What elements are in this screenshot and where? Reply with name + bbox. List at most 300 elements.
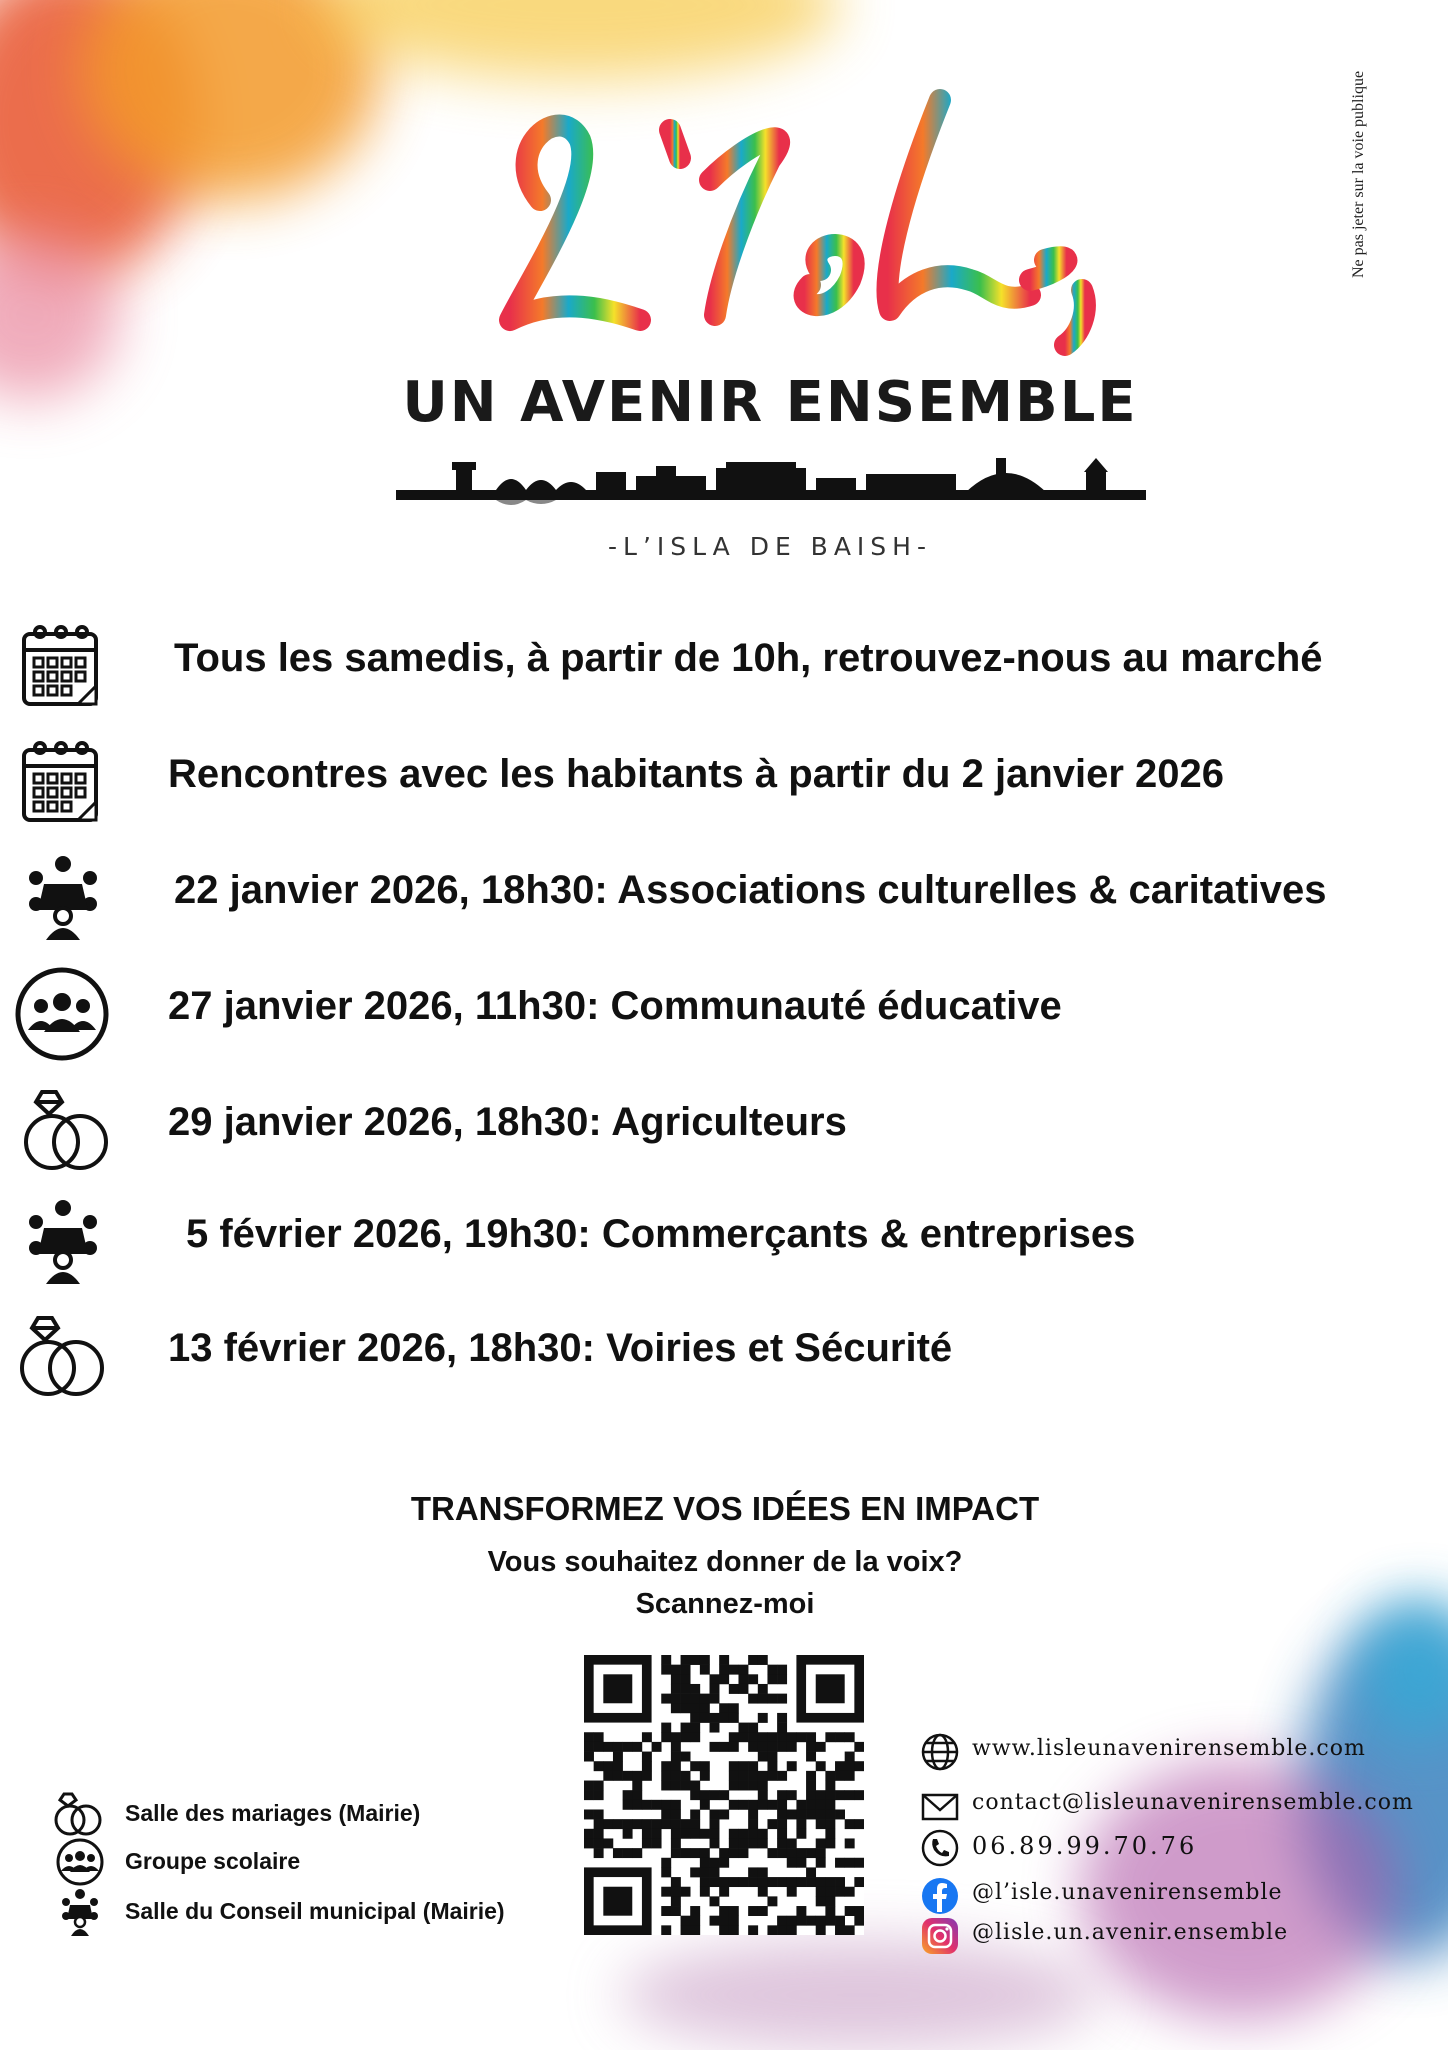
qr-module xyxy=(671,1829,681,1839)
qr-module xyxy=(767,1752,777,1762)
qr-module xyxy=(729,1800,739,1810)
qr-module xyxy=(777,1732,787,1742)
qr-module xyxy=(594,1761,604,1771)
qr-module xyxy=(748,1655,758,1665)
qr-module xyxy=(632,1742,642,1752)
qr-module xyxy=(738,1781,748,1791)
qr-module xyxy=(681,1887,691,1897)
qr-module xyxy=(661,1887,671,1897)
qr-module xyxy=(671,1896,681,1906)
qr-module xyxy=(738,1674,748,1684)
qr-module xyxy=(681,1848,691,1858)
qr-module xyxy=(661,1655,671,1665)
qr-module xyxy=(671,1771,681,1781)
qr-module xyxy=(594,1838,604,1848)
qr-module xyxy=(603,1771,613,1781)
qr-module xyxy=(816,1916,826,1926)
legend-item xyxy=(50,1888,570,1936)
contact-facebook[interactable] xyxy=(920,1874,1420,1918)
group-icon xyxy=(50,1838,108,1886)
qr-module xyxy=(690,1732,700,1742)
qr-module xyxy=(729,1684,739,1694)
qr-module xyxy=(710,1694,720,1704)
qr-module xyxy=(661,1694,671,1704)
qr-module xyxy=(584,1732,594,1742)
calendar-icon xyxy=(18,622,104,710)
qr-module xyxy=(748,1829,758,1839)
qr-module xyxy=(594,1809,604,1819)
qr-module xyxy=(584,1809,594,1819)
qr-module xyxy=(710,1819,720,1829)
qr-module xyxy=(719,1809,729,1819)
qr-module xyxy=(642,1771,652,1781)
qr-module xyxy=(835,1858,845,1868)
qr-module xyxy=(661,1723,671,1733)
qr-module xyxy=(710,1867,720,1877)
qr-module xyxy=(806,1771,816,1781)
qr-module xyxy=(738,1848,748,1858)
qr-module xyxy=(719,1742,729,1752)
qr-module xyxy=(748,1800,758,1810)
qr-module xyxy=(787,1925,797,1935)
qr-module xyxy=(642,1829,652,1839)
qr-module xyxy=(787,1887,797,1897)
qr-module xyxy=(729,1838,739,1848)
qr-module xyxy=(710,1713,720,1723)
council-icon xyxy=(22,854,104,940)
rings-icon xyxy=(50,1790,108,1838)
qr-module xyxy=(748,1925,758,1935)
qr-module xyxy=(681,1674,691,1684)
qr-module xyxy=(603,1761,613,1771)
qr-module xyxy=(748,1771,758,1781)
qr-module xyxy=(642,1838,652,1848)
qr-module xyxy=(854,1790,864,1800)
qr-module xyxy=(671,1761,681,1771)
qr-module xyxy=(854,1858,864,1868)
qr-module xyxy=(825,1771,835,1781)
qr-module xyxy=(738,1761,748,1771)
qr-module xyxy=(729,1925,739,1935)
qr-module xyxy=(671,1742,681,1752)
qr-module xyxy=(700,1665,710,1675)
qr-module xyxy=(671,1848,681,1858)
qr-module xyxy=(661,1771,671,1781)
qr-module xyxy=(748,1838,758,1848)
qr-module xyxy=(690,1809,700,1819)
qr-module xyxy=(748,1761,758,1771)
qr-module xyxy=(719,1877,729,1887)
qr-module xyxy=(584,1742,594,1752)
city-skyline xyxy=(396,448,1146,514)
qr-module xyxy=(796,1858,806,1868)
qr-module xyxy=(796,1732,806,1742)
event-text: 5 février 2026, 19h30: Commerçants & entreprises xyxy=(186,1212,1136,1256)
qr-module xyxy=(825,1819,835,1829)
qr-module xyxy=(787,1877,797,1887)
qr-module xyxy=(623,1848,633,1858)
qr-module xyxy=(671,1809,681,1819)
qr-module xyxy=(661,1809,671,1819)
qr-module xyxy=(603,1742,613,1752)
qr-module xyxy=(700,1877,710,1887)
group-icon xyxy=(14,966,110,1062)
qr-module xyxy=(729,1703,739,1713)
qr-module xyxy=(652,1800,662,1810)
qr-module xyxy=(700,1655,710,1665)
qr-module xyxy=(738,1877,748,1887)
qr-module xyxy=(787,1838,797,1848)
qr-module xyxy=(748,1877,758,1887)
qr-module xyxy=(767,1761,777,1771)
legend-item xyxy=(50,1790,570,1838)
qr-module xyxy=(758,1732,768,1742)
qr-module xyxy=(584,1790,594,1800)
event-text: 22 janvier 2026, 18h30: Associations culturelles & caritatives xyxy=(174,868,1327,912)
qr-module xyxy=(632,1781,642,1791)
qr-module xyxy=(845,1771,855,1781)
qr-module xyxy=(777,1848,787,1858)
qr-module xyxy=(661,1761,671,1771)
qr-module xyxy=(700,1694,710,1704)
qr-module xyxy=(652,1742,662,1752)
qr-module xyxy=(681,1819,691,1829)
qr-module xyxy=(758,1838,768,1848)
qr-module xyxy=(700,1858,710,1868)
qr-module xyxy=(825,1800,835,1810)
qr-module xyxy=(796,1800,806,1810)
qr-module xyxy=(719,1665,729,1675)
rings-icon xyxy=(18,1084,114,1180)
qr-module xyxy=(671,1906,681,1916)
qr-module xyxy=(796,1848,806,1858)
qr-module xyxy=(613,1742,623,1752)
qr-module xyxy=(584,1829,594,1839)
qr-module xyxy=(767,1771,777,1781)
qr-module xyxy=(758,1684,768,1694)
qr-module xyxy=(845,1732,855,1742)
qr-module xyxy=(690,1925,700,1935)
qr-module xyxy=(729,1742,739,1752)
qr-module xyxy=(767,1848,777,1858)
cta-line-2: Scannez-moi xyxy=(635,1588,815,1620)
qr-module xyxy=(738,1829,748,1839)
contact-website[interactable] xyxy=(920,1730,1420,1774)
facebook-icon xyxy=(920,1876,960,1916)
qr-module xyxy=(787,1732,797,1742)
event-row xyxy=(0,844,1448,954)
qr-module xyxy=(681,1723,691,1733)
qr-module xyxy=(767,1665,777,1675)
qr-module xyxy=(767,1896,777,1906)
phone-number[interactable]: 06.89.99.70.76 xyxy=(972,1832,1198,1860)
qr-module xyxy=(729,1906,739,1916)
qr-module xyxy=(835,1925,845,1935)
rings-icon xyxy=(14,1310,110,1406)
qr-module xyxy=(729,1848,739,1858)
qr-module xyxy=(854,1819,864,1829)
qr-module xyxy=(825,1916,835,1926)
qr-module xyxy=(777,1790,787,1800)
calendar-icon xyxy=(18,738,104,826)
qr-module xyxy=(710,1858,720,1868)
qr-module xyxy=(758,1790,768,1800)
qr-module xyxy=(835,1761,845,1771)
qr-module xyxy=(642,1819,652,1829)
qr-module xyxy=(758,1694,768,1704)
qr-module xyxy=(719,1790,729,1800)
qr-module xyxy=(671,1887,681,1897)
qr-module xyxy=(603,1674,632,1703)
qr-module xyxy=(700,1867,710,1877)
qr-module xyxy=(700,1703,710,1713)
qr-module xyxy=(806,1752,816,1762)
mail-icon xyxy=(920,1786,960,1826)
qr-module xyxy=(825,1790,835,1800)
qr-module xyxy=(758,1906,768,1916)
qr-module xyxy=(777,1665,787,1675)
qr-module xyxy=(700,1713,710,1723)
qr-module xyxy=(652,1838,662,1848)
qr-module xyxy=(623,1829,633,1839)
qr-module xyxy=(787,1742,797,1752)
event-text: 27 janvier 2026, 11h30: Communauté éducative xyxy=(168,984,1062,1028)
qr-module xyxy=(806,1867,816,1877)
qr-module xyxy=(758,1781,768,1791)
qr-module xyxy=(767,1925,777,1935)
qr-module xyxy=(758,1800,768,1810)
contact-phone[interactable] xyxy=(920,1826,1420,1870)
qr-module xyxy=(681,1694,691,1704)
qr-module xyxy=(777,1925,787,1935)
qr-module xyxy=(603,1819,613,1829)
qr-module xyxy=(584,1838,594,1848)
qr-module xyxy=(594,1732,604,1742)
qr-module xyxy=(835,1809,845,1819)
qr-module xyxy=(767,1800,777,1810)
qr-module xyxy=(690,1906,700,1916)
qr-module xyxy=(738,1732,748,1742)
qr-module xyxy=(661,1858,671,1868)
qr-module xyxy=(729,1761,739,1771)
qr-module xyxy=(738,1684,748,1694)
qr-module xyxy=(729,1713,739,1723)
qr-module xyxy=(835,1916,845,1926)
qr-module xyxy=(710,1723,720,1733)
qr-module xyxy=(681,1916,691,1926)
qr-module xyxy=(719,1713,729,1723)
qr-module xyxy=(816,1800,826,1810)
qr-module xyxy=(729,1665,739,1675)
qr-module xyxy=(661,1819,671,1829)
do-not-litter-notice: Ne pas jeter sur la voie publique xyxy=(1350,70,1367,278)
qr-module xyxy=(758,1829,768,1839)
qr-module xyxy=(787,1858,797,1868)
qr-module xyxy=(729,1916,739,1926)
qr-module xyxy=(681,1752,691,1762)
qr-module xyxy=(816,1674,845,1703)
event-row xyxy=(0,612,1448,722)
qr-module xyxy=(661,1800,671,1810)
qr-module xyxy=(806,1916,816,1926)
qr-module xyxy=(748,1809,758,1819)
qr-module xyxy=(777,1694,787,1704)
qr-module xyxy=(806,1848,816,1858)
qr-module xyxy=(594,1742,604,1752)
qr-module xyxy=(719,1655,729,1665)
qr-module xyxy=(632,1771,642,1781)
contact-instagram[interactable] xyxy=(920,1914,1420,1958)
qr-module xyxy=(835,1790,845,1800)
qr-module xyxy=(700,1800,710,1810)
qr-module xyxy=(854,1761,864,1771)
qr-module xyxy=(671,1703,681,1713)
qr-module xyxy=(816,1858,826,1868)
qr-module xyxy=(642,1800,652,1810)
council-icon xyxy=(50,1888,108,1936)
email-link[interactable]: contact@lisleunavenirensemble.com xyxy=(972,1790,1414,1815)
qr-module xyxy=(845,1819,855,1829)
qr-module xyxy=(661,1906,671,1916)
qr-module xyxy=(623,1742,633,1752)
qr-module xyxy=(796,1906,806,1916)
qr-module xyxy=(681,1771,691,1781)
qr-module xyxy=(845,1752,855,1762)
qr-module xyxy=(835,1771,845,1781)
legend-text: Salle du Conseil municipal (Mairie) xyxy=(125,1898,505,1924)
qr-module xyxy=(845,1838,855,1848)
qr-module xyxy=(777,1877,787,1887)
qr-module xyxy=(777,1829,787,1839)
legend-item xyxy=(50,1838,570,1886)
qr-module xyxy=(816,1790,826,1800)
qr-module xyxy=(690,1713,700,1723)
event-row xyxy=(0,1188,1448,1298)
qr-module xyxy=(584,1781,594,1791)
qr-module xyxy=(671,1838,681,1848)
qr-module xyxy=(700,1771,710,1781)
qr-module xyxy=(690,1723,700,1733)
qr-module xyxy=(835,1877,845,1887)
qr-module xyxy=(816,1742,826,1752)
qr-module xyxy=(758,1867,768,1877)
qr-module xyxy=(758,1877,768,1887)
qr-module xyxy=(796,1877,806,1887)
qr-module xyxy=(806,1800,816,1810)
qr-module xyxy=(825,1781,835,1791)
facebook-handle[interactable]: @l’isle.unavenirensemble xyxy=(972,1880,1283,1905)
event-row xyxy=(0,1302,1448,1412)
qr-module xyxy=(700,1848,710,1858)
qr-module xyxy=(710,1916,720,1926)
council-icon xyxy=(22,1198,104,1284)
qr-module xyxy=(738,1800,748,1810)
logo-title: UN AVENIR ENSEMBLE xyxy=(402,370,1138,435)
qr-module xyxy=(796,1916,806,1926)
qr-module xyxy=(729,1829,739,1839)
contact-email[interactable] xyxy=(920,1784,1420,1828)
cta-title: TRANSFORMEZ VOS IDÉES EN IMPACT xyxy=(410,1490,1040,1527)
qr-module xyxy=(748,1819,758,1829)
qr-module xyxy=(671,1752,681,1762)
qr-module xyxy=(777,1809,787,1819)
qr-module xyxy=(710,1742,720,1752)
qr-module xyxy=(671,1781,681,1791)
qr-module xyxy=(825,1838,835,1848)
qr-module xyxy=(671,1800,681,1810)
qr-module xyxy=(690,1684,700,1694)
event-row xyxy=(0,1076,1448,1186)
qr-module xyxy=(816,1809,826,1819)
qr-module xyxy=(671,1819,681,1829)
qr-module xyxy=(787,1790,797,1800)
qr-module xyxy=(710,1809,720,1819)
qr-module xyxy=(671,1674,681,1684)
qr-module xyxy=(632,1819,642,1829)
qr-module xyxy=(825,1896,835,1906)
instagram-handle[interactable]: @lisle.un.avenir.ensemble xyxy=(972,1920,1289,1945)
qr-module xyxy=(777,1771,787,1781)
qr-module xyxy=(671,1732,681,1742)
qr-module xyxy=(845,1906,855,1916)
qr-module xyxy=(767,1732,777,1742)
qr-module xyxy=(816,1887,826,1897)
qr-module xyxy=(681,1684,691,1694)
qr-module xyxy=(613,1761,623,1771)
qr-module xyxy=(796,1809,806,1819)
qr-module xyxy=(681,1925,691,1935)
qr-module xyxy=(623,1771,633,1781)
qr-module xyxy=(845,1761,855,1771)
qr-module xyxy=(719,1848,729,1858)
qr-module xyxy=(816,1877,826,1887)
qr-module xyxy=(816,1761,826,1771)
phone-icon xyxy=(920,1828,960,1868)
qr-module xyxy=(652,1829,662,1839)
logo-subtitle: -L’ISLA DE BAISH- xyxy=(608,532,932,561)
qr-module xyxy=(748,1742,758,1752)
qr-module xyxy=(748,1781,758,1791)
qr-module xyxy=(777,1742,787,1752)
qr-module xyxy=(642,1761,652,1771)
qr-module xyxy=(816,1838,826,1848)
qr-module xyxy=(758,1752,768,1762)
qr-module xyxy=(854,1906,864,1916)
qr-module xyxy=(845,1858,855,1868)
website-link[interactable]: www.lisleunavenirensemble.com xyxy=(972,1736,1366,1761)
qr-module xyxy=(700,1761,710,1771)
qr-module xyxy=(825,1906,835,1916)
qr-module xyxy=(632,1848,642,1858)
qr-module xyxy=(854,1742,864,1752)
qr-module xyxy=(767,1674,777,1684)
qr-code[interactable] xyxy=(584,1655,864,1935)
qr-module xyxy=(845,1925,855,1935)
qr-module xyxy=(700,1887,710,1897)
qr-module xyxy=(690,1916,700,1926)
qr-module xyxy=(690,1655,700,1665)
qr-module xyxy=(758,1742,768,1752)
qr-module xyxy=(681,1781,691,1791)
qr-module xyxy=(613,1819,623,1829)
qr-module xyxy=(623,1819,633,1829)
qr-module xyxy=(710,1684,720,1694)
qr-module xyxy=(632,1800,642,1810)
qr-module xyxy=(796,1819,806,1829)
qr-module xyxy=(748,1723,758,1733)
qr-module xyxy=(777,1723,787,1733)
legend-text: Salle des mariages (Mairie) xyxy=(125,1800,421,1826)
